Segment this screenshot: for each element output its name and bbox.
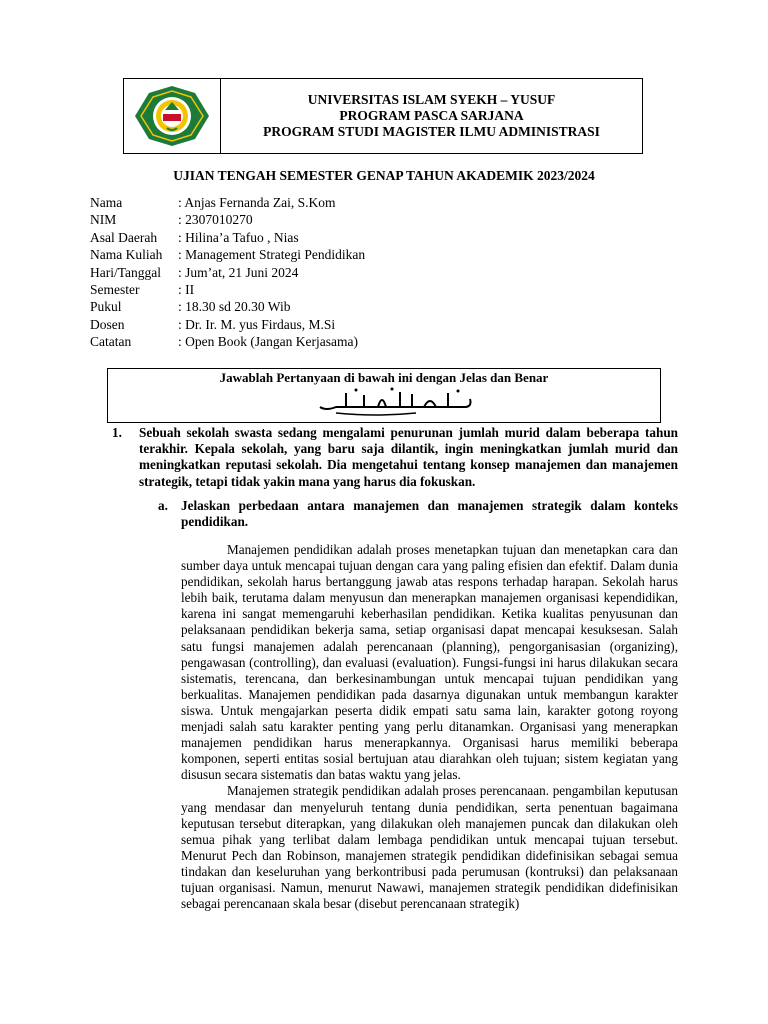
info-row-nama: Nama : Anjas Fernanda Zai, S.Kom <box>90 195 336 210</box>
info-row-hari-tanggal: Hari/Tanggal : Jum’at, 21 Juni 2024 <box>90 264 299 280</box>
student-info <box>90 194 365 351</box>
answer-body <box>181 542 678 912</box>
answer-paragraph-1: Manajemen pendidikan adalah proses menetapkan tujuan dan menetapkan cara dan sumber daya untuk mencapai tujuan dengan cara yang paling efisien dan efektif. Dalam dunia pendidikan, sekolah harus bertanggung jawab atas respons terhadap harapan. Sekolah harus lebih baik, terutama dalam menyusun dan menerapkan manajemen organisasi kependidikan, karena ini sangat memengaruhi keberhasilan pendidikan. Ketika kualitas penyusunan dan pelaksanaan pendidikan bekerja sama, setiap organisasi dapat mencapai kesuksesan. Salah satu fungsi manajemen adalah perencanaan (planning), pengorganisasian (organizing), pengawasan (controlling), dan evaluasi (evaluation). Fungsi-fungsi ini harus dilakukan secara sistematis, terencana, dan berkesinambungan untuk mencapai tujuan pendidikan yang berkualitas. Manajemen pendidikan pada dasarnya digunakan untuk membangun karakter siswa. Untuk mengajarkan peserta didik empati satu sama lain, karakter gotong royong menjadi salah satu karakter penting yang perlu ditanamkan. Organisasi yang menerapkan manajemen pendidikan harus menerapkannya. Organisasi harus memiliki beberapa komponen, seperti entitas sosial bertujuan atau diarahkan oleh tujuan; sistem kegiatan yang disusun secara sistematis dan batas waktu yang jelas. <box>181 542 678 783</box>
letterhead-titles <box>221 79 642 153</box>
question-1 <box>112 425 678 490</box>
sub-question-letter: a. <box>158 498 168 513</box>
instruction-text: Jawablah Pertanyaan di bawah ini dengan Jelas dan Benar <box>219 370 549 385</box>
letterhead <box>123 78 643 154</box>
info-row-nim: NIM : 2307010270 <box>90 212 253 228</box>
university-name: UNIVERSITAS ISLAM SYEKH – YUSUF <box>307 92 556 107</box>
answer-paragraph-2: Manajemen strategik pendidikan adalah proses perencanaan. pengambilan keputusan yang mendasar dan menyeluruh tentang dunia pendidikan, serta penentuan bagaimana keputusan tersebut diterapkan, yang dilakukan oleh manajemen puncak dan dilakukan oleh semua pihak yang terlibat dalam lembaga pendidikan untuk mencapai tujuan tersebut. Menurut Pech dan Robinson, manajemen strategik pendidikan didefinisikan sebagai semua tindakan dan keseluruhan yang berkontribusi pada perumusan (kontruksi) dan pelaksanaan tujuan organisasi. Namun, menurut Nawawi, manajemen strategik pendidikan didefinisikan sebagai perencanaan skala besar (disebut perencanaan strategik) <box>181 783 678 912</box>
question-number: 1. <box>112 425 122 440</box>
bismillah-calligraphy-icon <box>316 387 476 417</box>
exam-title: UJIAN TENGAH SEMESTER GENAP TAHUN AKADEMIK 2023/2024 <box>173 168 595 183</box>
info-row-nama-kuliah: Nama Kuliah : Management Strategi Pendidikan <box>90 247 366 263</box>
sub-question-a <box>158 498 678 530</box>
program-name: PROGRAM PASCA SARJANA <box>339 108 524 123</box>
logo-cell <box>124 79 221 153</box>
info-row-dosen: Dosen : Dr. Ir. M. yus Firdaus, M.Si <box>90 316 336 332</box>
study-program-name: PROGRAM STUDI MAGISTER ILMU ADMINISTRASI <box>263 124 600 139</box>
info-row-asal-daerah: Asal Daerah : Hilina’a Tafuo , Nias <box>90 229 299 245</box>
info-row-semester: Semester : II <box>90 281 195 297</box>
info-row-catatan: Catatan : Open Book (Jangan Kerjasama) <box>90 334 358 350</box>
question-text: Sebuah sekolah swasta sedang mengalami penurunan jumlah murid dalam beberapa tahun terakhir. Kepala sekolah, yang baru saja dilantik, ingin meningkatkan jumlah murid dan meningkatkan reputasi sekolah. Dia mengetahui tentang konsep manajemen dan manajemen strategik, tetapi tidak yakin mana yang harus dia fokuskan. <box>139 425 678 489</box>
info-row-pukul: Pukul : 18.30 sd 20.30 Wib <box>90 299 291 315</box>
university-seal-icon <box>133 84 211 148</box>
sub-question-text: Jelaskan perbedaan antara manajemen dan manajemen strategik dalam konteks pendidikan. <box>181 498 678 530</box>
instruction-box <box>107 368 661 423</box>
